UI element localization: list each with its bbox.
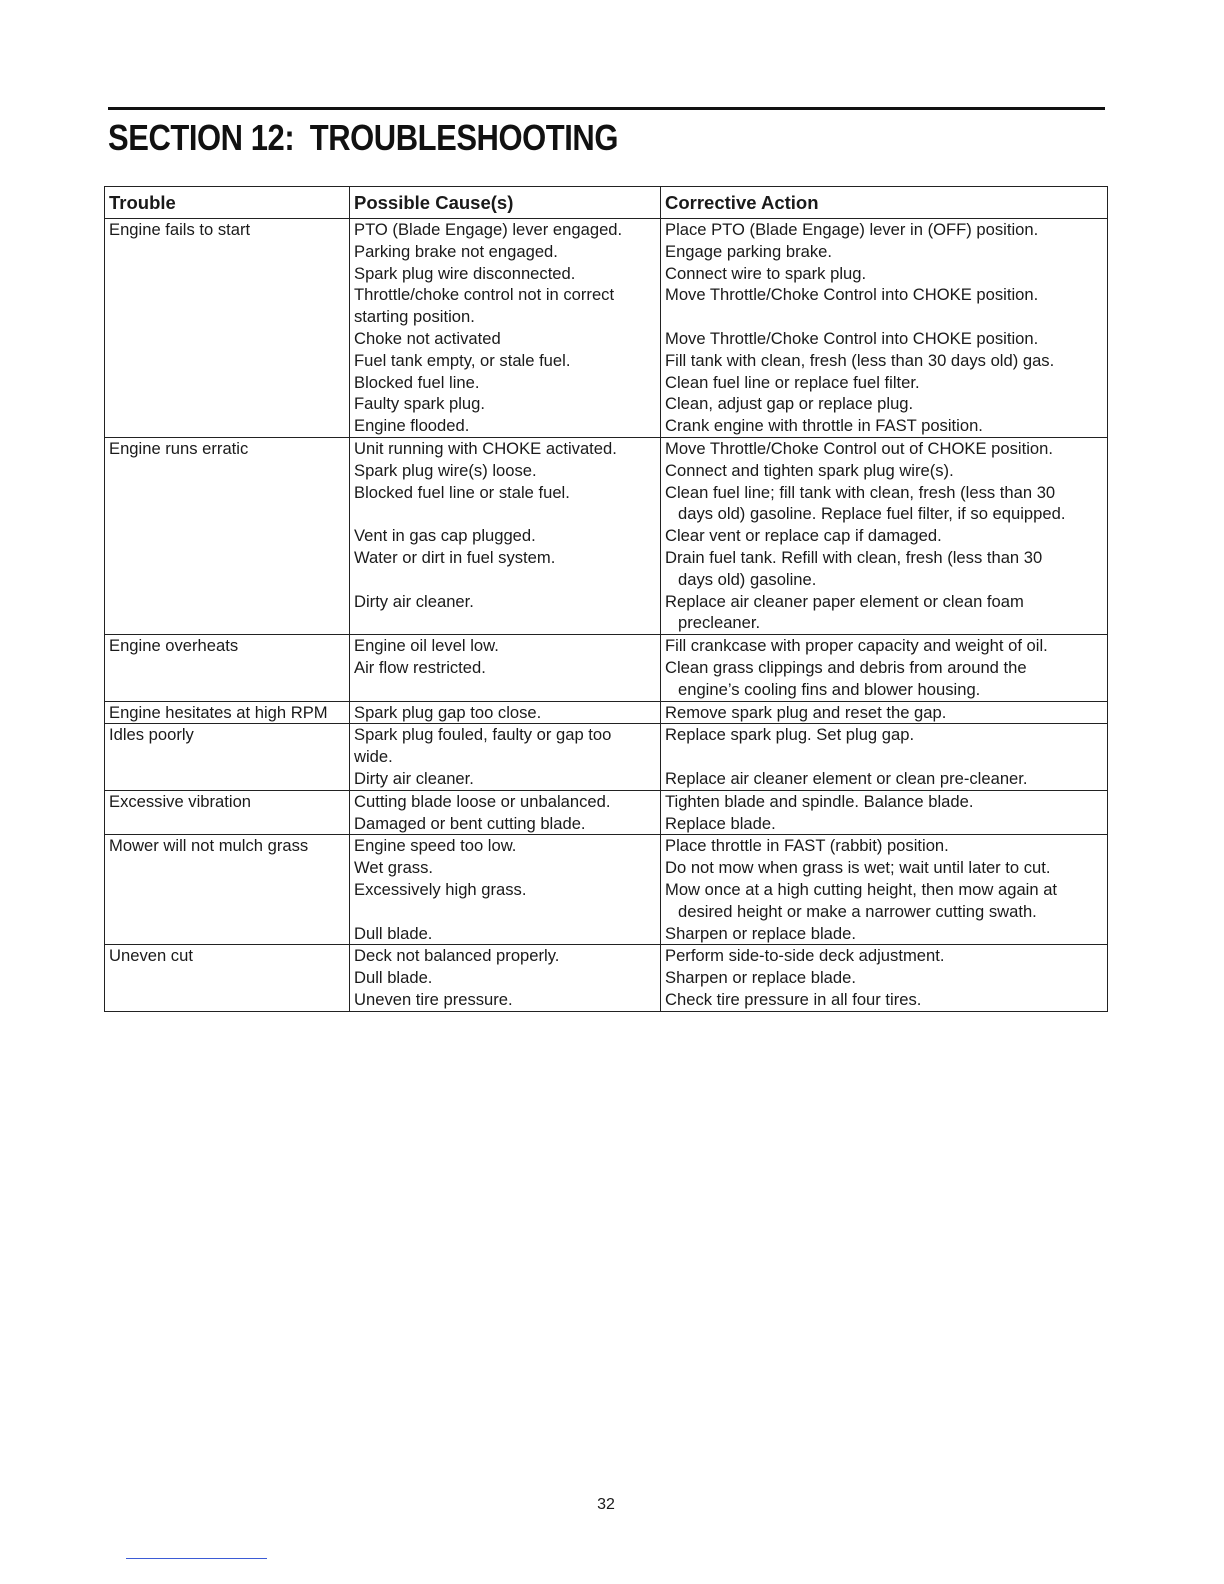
table-row — [105, 635, 1108, 701]
trouble-cell — [105, 835, 350, 945]
cause-cell — [350, 790, 661, 835]
action-line: Move Throttle/Choke Control into CHOKE position. — [665, 285, 1039, 305]
action-line: Fill tank with clean, fresh (less than 30 days old) gas. — [665, 350, 1055, 370]
action-line: Mow once at a high cutting height, then mow again at — [665, 879, 1058, 899]
cause-line: Choke not activated — [354, 328, 501, 348]
table-row — [105, 790, 1108, 835]
cause-line — [354, 901, 656, 923]
section-name: TROUBLESHOOTING — [309, 117, 619, 158]
cause-line: Engine flooded. — [354, 416, 470, 436]
trouble-text: Idles poorly — [109, 725, 194, 745]
action-line: Perform side-to-side deck adjustment. — [665, 946, 945, 966]
action-line: Drain fuel tank. Refill with clean, fresh (less than 30 — [665, 547, 1043, 567]
action-cell — [661, 790, 1108, 835]
table-body — [105, 219, 1108, 1012]
cause-line: Air flow restricted. — [354, 657, 486, 677]
cause-line: Fuel tank empty, or stale fuel. — [354, 350, 571, 370]
table-row — [105, 835, 1108, 945]
action-cell — [661, 701, 1108, 724]
trouble-text: Engine fails to start — [109, 220, 251, 239]
cause-line: Spark plug wire(s) loose. — [354, 460, 537, 480]
cause-line: Dull blade. — [354, 968, 433, 988]
trouble-cell — [105, 790, 350, 835]
action-line: days old) gasoline. — [678, 569, 817, 589]
trouble-text: Excessive vibration — [109, 791, 252, 811]
cause-line: Spark plug gap too close. — [354, 702, 542, 722]
table-row — [105, 437, 1108, 634]
cause-line: Spark plug fouled, faulty or gap too — [354, 725, 612, 745]
cause-line: Excessively high grass. — [354, 879, 527, 899]
trouble-text: Engine runs erratic — [109, 438, 249, 458]
cause-line: Wet grass. — [354, 858, 433, 878]
cause-line: Cutting blade loose or unbalanced. — [354, 791, 611, 811]
action-line: Sharpen or replace blade. — [665, 923, 856, 943]
troubleshooting-table — [104, 186, 1108, 1012]
action-line: precleaner. — [678, 613, 761, 633]
cause-line: Deck not balanced properly. — [354, 946, 560, 966]
action-line: Tighten blade and spindle. Balance blade. — [665, 791, 974, 811]
action-line: Replace air cleaner element or clean pre-cleaner. — [665, 768, 1028, 788]
trouble-cell — [105, 701, 350, 724]
action-cell — [661, 835, 1108, 945]
cause-line: Dirty air cleaner. — [354, 768, 474, 788]
action-line: Clean fuel line or replace fuel filter. — [665, 372, 920, 392]
cause-line — [354, 569, 656, 591]
cause-line — [354, 612, 656, 634]
action-line: Clean fuel line; fill tank with clean, fresh (less than 30 — [665, 482, 1056, 502]
header-corrective-action: Corrective Action — [661, 187, 1108, 219]
table-row — [105, 724, 1108, 790]
cause-line — [354, 503, 656, 525]
action-line: Place throttle in FAST (rabbit) position. — [665, 836, 949, 856]
cause-line: Engine oil level low. — [354, 636, 499, 656]
action-line: Clear vent or replace cap if damaged. — [665, 526, 942, 546]
trouble-cell — [105, 635, 350, 701]
trouble-text: Engine overheats — [109, 636, 239, 656]
cause-line: Uneven tire pressure. — [354, 989, 513, 1009]
cause-line: Blocked fuel line. — [354, 372, 480, 392]
header-trouble: Trouble — [105, 187, 350, 219]
action-line: Engage parking brake. — [665, 241, 832, 261]
header-possible-causes: Possible Cause(s) — [350, 187, 661, 219]
cause-line: wide. — [354, 747, 393, 767]
action-line: Crank engine with throttle in FAST position. — [665, 416, 983, 436]
section-title — [108, 116, 618, 160]
cause-line: Water or dirt in fuel system. — [354, 547, 556, 567]
action-line: Replace air cleaner paper element or clean foam — [665, 591, 1024, 611]
cause-line: Dirty air cleaner. — [354, 591, 474, 611]
cause-line: Unit running with CHOKE activated. — [354, 438, 617, 458]
action-cell — [661, 219, 1108, 438]
page-number: 32 — [597, 1496, 615, 1513]
trouble-text: Engine hesitates at high RPM — [109, 702, 328, 722]
action-line: days old) gasoline. Replace fuel filter, if so equipped. — [678, 504, 1066, 524]
trouble-cell — [105, 945, 350, 1011]
cause-cell — [350, 945, 661, 1011]
action-cell — [661, 945, 1108, 1011]
cause-cell — [350, 701, 661, 724]
cause-cell — [350, 724, 661, 790]
cause-cell — [350, 219, 661, 438]
cause-cell — [350, 835, 661, 945]
action-line: engine’s cooling fins and blower housing. — [678, 679, 981, 699]
action-line: Move Throttle/Choke Control out of CHOKE position. — [665, 438, 1053, 458]
trouble-text: Uneven cut — [109, 946, 193, 966]
footer-link-rule — [126, 1558, 267, 1559]
action-line: Replace blade. — [665, 813, 776, 833]
top-rule — [108, 107, 1105, 110]
action-line: Remove spark plug and reset the gap. — [665, 702, 947, 722]
table-row — [105, 945, 1108, 1011]
cause-line: Parking brake not engaged. — [354, 241, 558, 261]
action-line: Replace spark plug. Set plug gap. — [665, 725, 915, 745]
cause-line: Dull blade. — [354, 923, 433, 943]
table-header-row — [105, 187, 1108, 219]
action-line — [665, 306, 1103, 328]
action-line: Move Throttle/Choke Control into CHOKE position. — [665, 328, 1039, 348]
action-line: Clean, adjust gap or replace plug. — [665, 394, 914, 414]
action-cell — [661, 437, 1108, 634]
cause-cell — [350, 635, 661, 701]
action-line: Do not mow when grass is wet; wait until later to cut. — [665, 858, 1051, 878]
cause-line: Vent in gas cap plugged. — [354, 526, 536, 546]
action-line — [665, 746, 1103, 768]
cause-line: Faulty spark plug. — [354, 394, 485, 414]
action-line: desired height or make a narrower cutting swath. — [678, 901, 1037, 921]
cause-line: Spark plug wire disconnected. — [354, 263, 576, 283]
action-line: Fill crankcase with proper capacity and weight of oil. — [665, 636, 1048, 656]
trouble-text: Mower will not mulch grass — [109, 836, 309, 856]
table-row — [105, 701, 1108, 724]
action-line: Connect wire to spark plug. — [665, 263, 867, 283]
action-cell — [661, 635, 1108, 701]
action-line: Sharpen or replace blade. — [665, 968, 856, 988]
cause-line: starting position. — [354, 307, 475, 327]
cause-line: Blocked fuel line or stale fuel. — [354, 482, 570, 502]
cause-cell — [350, 437, 661, 634]
action-line: Check tire pressure in all four tires. — [665, 989, 922, 1009]
cause-line: Damaged or bent cutting blade. — [354, 813, 586, 833]
cause-line: Throttle/choke control not in correct — [354, 285, 615, 305]
action-line: Connect and tighten spark plug wire(s). — [665, 460, 954, 480]
action-cell — [661, 724, 1108, 790]
trouble-cell — [105, 437, 350, 634]
action-line: Clean grass clippings and debris from around the — [665, 657, 1027, 677]
action-line: Place PTO (Blade Engage) lever in (OFF) position. — [665, 220, 1039, 239]
trouble-cell — [105, 724, 350, 790]
trouble-cell — [105, 219, 350, 438]
table-row — [105, 219, 1108, 438]
section-label: SECTION 12: — [108, 117, 295, 158]
cause-line: Engine speed too low. — [354, 836, 517, 856]
cause-line — [354, 679, 656, 701]
cause-line: PTO (Blade Engage) lever engaged. — [354, 220, 623, 239]
